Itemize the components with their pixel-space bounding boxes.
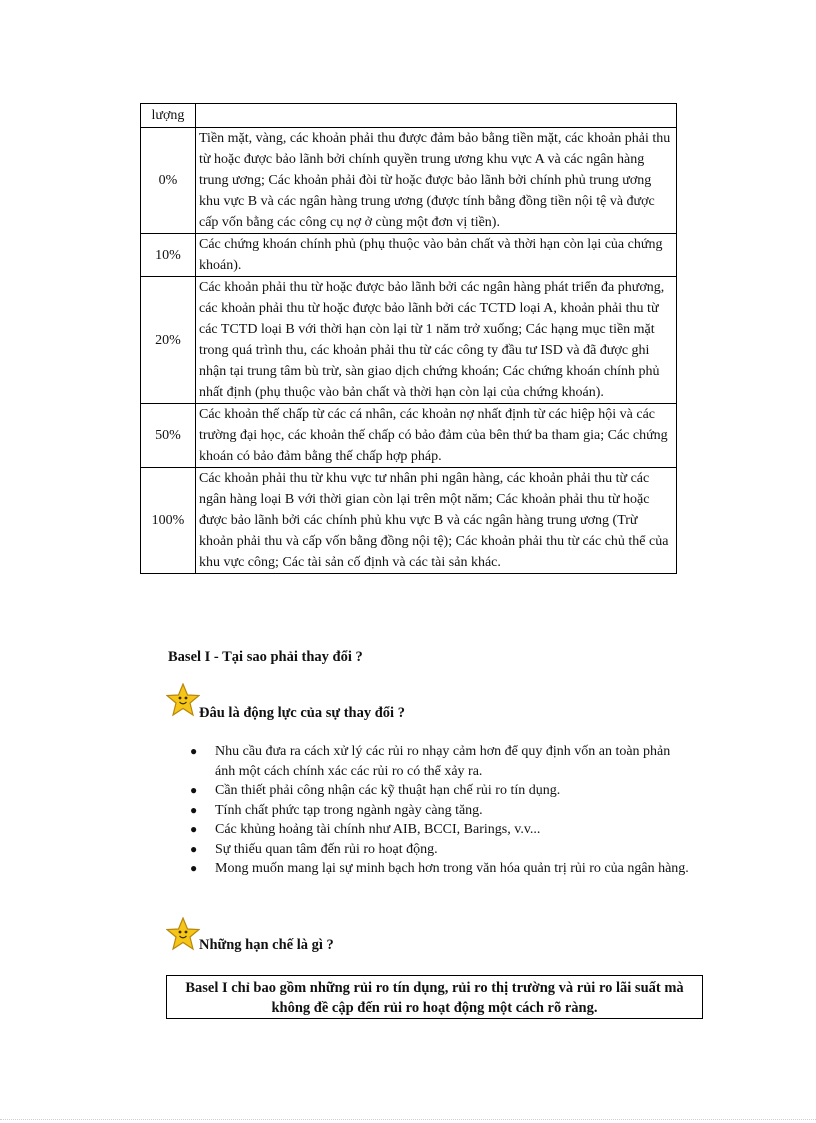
- motivation-list: [190, 742, 690, 879]
- asset-description-cell: Các khoản phải thu từ khu vực tư nhân phi ngân hàng, các khoản phải thu từ các ngân hàng loại B với thời gian còn lại trên một năm; Các khoản phải thu từ hoặc được bảo lãnh bởi các chính phủ khu vực B và các ngân hàng trung ương (Trừ khoản phải thu và cấp vốn bằng đồng nội tệ); Các khoản phải thu từ các chủ thể của khu vực công; Các tài sản cố định và các tài sản khác.: [196, 468, 677, 574]
- table-row: [141, 468, 677, 574]
- risk-weight-cell: 20%: [141, 277, 196, 404]
- risk-weight-cell: 100%: [141, 468, 196, 574]
- boxed-note: Basel I chỉ bao gồm những rủi ro tín dụng, rủi ro thị trường và rủi ro lãi suất mà không đề cập đến rủi ro hoạt động một cách rõ ràng.: [166, 975, 703, 1019]
- table-row: [141, 277, 677, 404]
- asset-description-cell: Các chứng khoán chính phủ (phụ thuộc vào bản chất và thời hạn còn lại của chứng khoán).: [196, 234, 677, 277]
- asset-description-cell: Các khoản thế chấp từ các cá nhân, các khoản nợ nhất định từ các hiệp hội và các trường đại học, các khoản thế chấp có bảo đảm của bên thứ ba tham gia; Các chứng khoán có bảo đảm bằng thế chấp hợp pháp.: [196, 404, 677, 468]
- list-item: [190, 781, 690, 801]
- motivation-heading: Đâu là động lực của sự thay đổi ?: [199, 705, 405, 721]
- risk-weight-cell: lượng: [141, 104, 196, 128]
- limits-heading: Những hạn chế là gì ?: [199, 937, 334, 953]
- list-item-text: Tính chất phức tạp trong ngành ngày càng tăng.: [215, 802, 483, 818]
- asset-description-cell: [196, 104, 677, 128]
- list-item: [190, 840, 690, 860]
- bullet-icon: ●: [190, 861, 198, 875]
- list-item: [190, 820, 690, 840]
- list-item: [190, 801, 690, 821]
- bullet-icon: ●: [190, 802, 198, 817]
- page-divider: [0, 1119, 816, 1120]
- list-item-text: Mong muốn mang lại sự minh bạch hơn trong văn hóa quản trị rủi ro của ngân hàng.: [215, 861, 689, 876]
- table-row: [141, 404, 677, 468]
- bullet-icon: ●: [190, 783, 198, 797]
- list-item: [190, 859, 690, 879]
- table-row: [141, 104, 677, 128]
- risk-weight-cell: 0%: [141, 128, 196, 234]
- list-item: [190, 742, 690, 781]
- list-item-text: Các khủng hoảng tài chính như AIB, BCCI, Barings, v.v...: [215, 822, 541, 837]
- list-item-text: Cần thiết phải công nhận các kỹ thuật hạn chế rủi ro tín dụng.: [215, 783, 561, 798]
- list-item-text: Nhu cầu đưa ra cách xử lý các rủi ro nhạy cảm hơn để quy định vốn an toàn phản ánh một cách chính xác các rủi ro có thể xảy ra.: [215, 744, 671, 779]
- star-icon: [166, 917, 200, 951]
- table-row: [141, 128, 677, 234]
- star-icon: [166, 683, 200, 717]
- risk-weight-cell: 10%: [141, 234, 196, 277]
- section-title: Basel I - Tại sao phải thay đổi ?: [168, 649, 363, 665]
- risk-weight-cell: 50%: [141, 404, 196, 468]
- bullet-icon: ●: [190, 822, 198, 836]
- asset-description-cell: Tiền mặt, vàng, các khoản phải thu được đảm bảo bằng tiền mặt, các khoản phải thu từ hoặc được bảo lãnh bởi chính quyền trung ương khu vực A và các ngân hàng trung ương; Các khoản phải đòi từ hoặc được bảo lãnh bởi chính phủ trung ương khu vực B và các ngân hàng trung ương (được tính bằng đồng tiền nội tệ và được cấp vốn bằng các công cụ nợ ở cùng một đơn vị tiền).: [196, 128, 677, 234]
- bullet-icon: ●: [190, 841, 198, 856]
- table-row: [141, 234, 677, 277]
- list-item-text: Sự thiếu quan tâm đến rủi ro hoạt động.: [215, 841, 438, 857]
- risk-weight-table: [140, 103, 677, 574]
- bullet-icon: ●: [190, 744, 198, 758]
- asset-description-cell: Các khoản phải thu từ hoặc được bảo lãnh bởi các ngân hàng phát triển đa phương, các khoản phải thu từ hoặc được bảo lãnh bởi các TCTD loại A, khoản phải thu từ các TCTD loại B với thời hạn còn lại từ 1 năm trở xuống; Các hạng mục tiền mặt trong quá trình thu, các khoản phải thu từ các công ty đầu tư ISD và đã được ghi nhận tại trung tâm bù trừ, sàn giao dịch chứng khoán; Các chứng khoán chính phủ nhất định (phụ thuộc vào bản chất và thời hạn còn lại của chứng khoán).: [196, 277, 677, 404]
